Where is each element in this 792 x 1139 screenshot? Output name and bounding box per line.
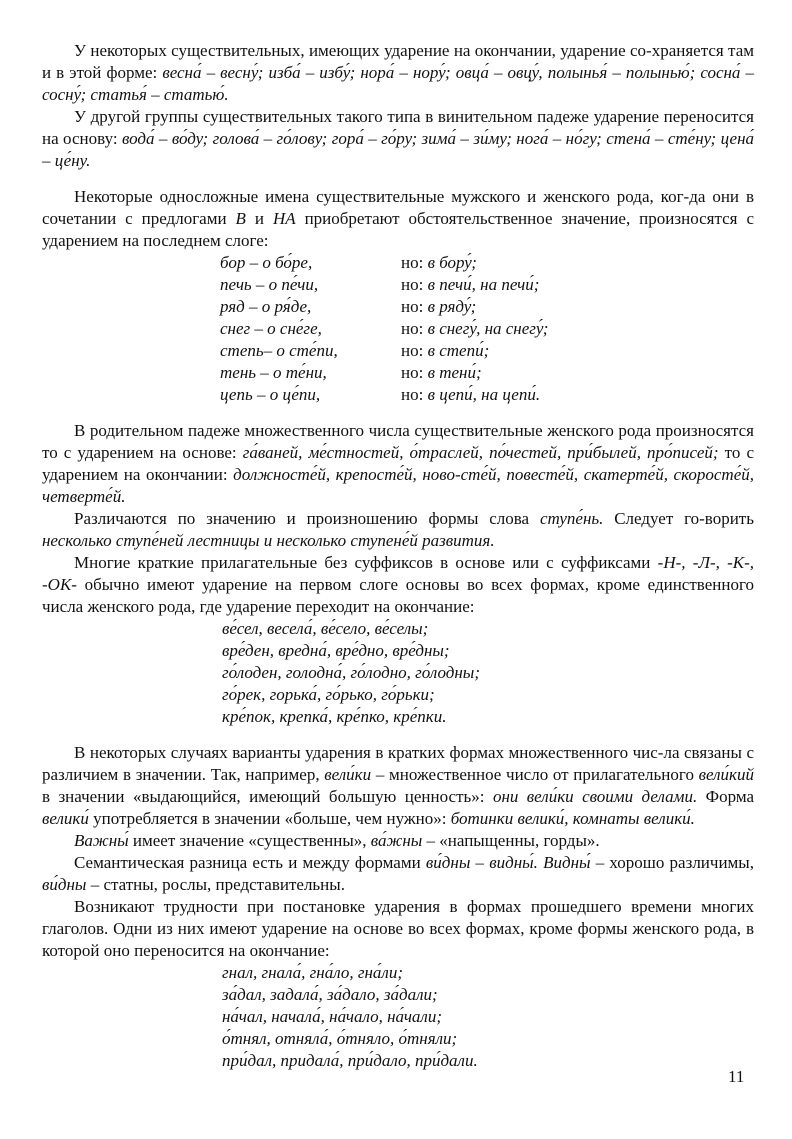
adjective-forms-list <box>222 618 754 728</box>
page-body <box>42 40 754 1072</box>
paragraph-vazhny: Важны́ имеет значение «существенны», ва́жны – «напыщенны, горды». <box>74 831 600 850</box>
examples: весна́ – весну́; изба́ – избу́; нора́ – нору́; овца́ – овцу́, полынья́ – полынью́; сосна́ – сосну́; статья́ – статью́. <box>42 63 754 104</box>
list-item: цепь – о це́пи, но: в цепи́, на цепи́. <box>220 385 541 404</box>
paragraph-short-adjectives: Многие краткие прилагательные без суффиксов в основе или с суффиксами -Н-, -Л-, -К-, -ОК- обычно имеют ударение на первом слоге основы во всех формах, кроме единственного числа женского рода, где ударение переходит на окончание: <box>42 553 754 616</box>
paragraph-past-tense-verbs: Возникают трудности при постановке ударения в формах прошедшего времени многих глаголов. Одни из них имеют ударение на основе во всех формах, кроме формы женского рода, в которой оно переносится на окончание: <box>42 897 754 960</box>
list-item: на́чал, начала́, на́чало, на́чали; <box>222 1007 443 1026</box>
paragraph-meaning-variants: В некоторых случаях варианты ударения в кратких формах множественного чис-ла связаны с различием в значении. Так, например, вели́ки – множественное число от прилагательного вели́кий в значении «выдающийся, имеющий большую ценность»: они вели́ки своими делами. Форма велики́ употребляется в значении «больше, чем нужно»: ботинки велики́, комнаты велики́. <box>42 743 755 828</box>
verb-forms-list <box>222 962 754 1072</box>
list-item: степь– о сте́пи, но: в степи́; <box>220 341 490 360</box>
examples: вода́ – во́ду; голова́ – го́лову; гора́ – го́ру; зима́ – зи́му; нога́ – но́гу; стена́ – сте́ну; цена́ – це́ну. <box>42 129 754 170</box>
paragraph-vidny: Семантическая разница есть и между формами ви́дны – видны́. Видны́ – хорошо различимы, ви́дны – статны, рослы, представительны. <box>42 853 754 894</box>
paragraph-stupen: Различаются по значению и произношению формы слова ступе́нь. Следует го-ворить несколько ступе́ней лестницы и несколько ступене́й развития. <box>42 509 754 550</box>
list-item: печь – о пе́чи, но: в печи́, на печи́; <box>220 275 540 294</box>
list-item: при́дал, придала́, при́дало, при́дали. <box>222 1051 478 1070</box>
list-item: го́рек, горька́, го́рько, го́рьки; <box>222 685 435 704</box>
list-item: бор – о бо́ре, но: в бору́; <box>220 253 477 272</box>
list-item: ве́сел, весела́, ве́село, ве́селы; <box>222 619 429 638</box>
list-item: о́тнял, отняла́, о́тняло, о́тняли; <box>222 1029 458 1048</box>
paragraph-monosyllabic-nouns: Некоторые односложные имена существительные мужского и женского рода, ког-да они в сочетании с предлогами В и НА приобретают обстоятельственное значение, произносятся с ударением на последнем слоге: <box>42 187 754 250</box>
list-item: ряд – о ря́де, но: в ряду́; <box>220 297 477 316</box>
paragraph-genitive-plural: В родительном падеже множественного числа существительные женского рода произносятся то с ударением на основе: га́ваней, ме́стностей, о́траслей, по́честей, при́былей, про́писей; то с ударением на окончании: должносте́й, крепосте́й, ново-сте́й, повесте́й, скатерте́й, скоросте́й, четверте́й. <box>42 421 755 506</box>
list-item: тень – о те́ни, но: в тени́; <box>220 363 482 382</box>
paragraph-stress-to-stem: У другой группы существительных такого типа в винительном падеже ударение переносится на основу: вода́ – во́ду; голова́ – го́лову; гора́ – го́ру; зима́ – зи́му; нога́ – но́гу; стена́ – сте́ну; цена́ – це́ну. <box>42 107 754 170</box>
noun-pairs-list <box>220 252 754 406</box>
list-item: го́лоден, голодна́, го́лодно, го́лодны; <box>222 663 480 682</box>
list-item: гнал, гнала́, гна́ло, гна́ли; <box>222 963 403 982</box>
paragraph-stress-on-ending: У некоторых существительных, имеющих ударение на окончании, ударение со-храняется там и в этой форме: весна́ – весну́; изба́ – избу́; нора́ – нору́; овца́ – овцу́, полынья́ – полынью́; сосна́ – сосну́; статья́ – статью́. <box>42 41 754 104</box>
list-item: снег – о сне́ге, но: в снегу́, на снегу́; <box>220 319 549 338</box>
list-item: вре́ден, вредна́, вре́дно, вре́дны; <box>222 641 450 660</box>
list-item: кре́пок, крепка́, кре́пко, кре́пки. <box>222 707 447 726</box>
list-item: за́дал, задала́, за́дало, за́дали; <box>222 985 438 1004</box>
page-number: 11 <box>728 1067 745 1086</box>
